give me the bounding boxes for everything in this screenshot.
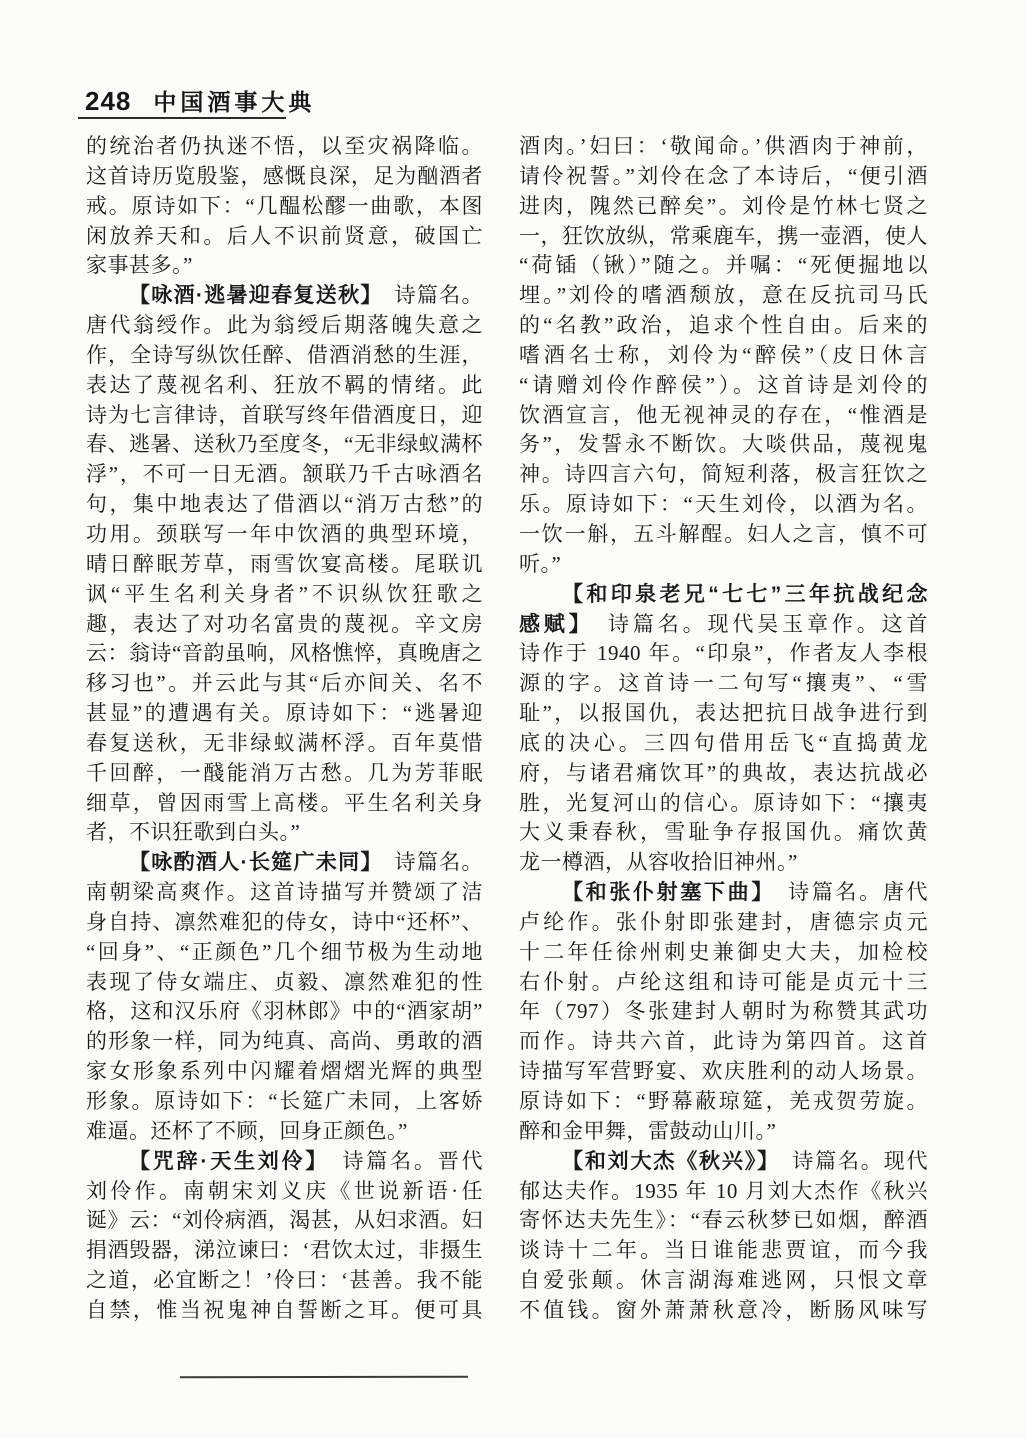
- text-line: [86, 341, 483, 371]
- text-line: [519, 1057, 928, 1087]
- body-text: 云：翁诗“音韵虽响，风格憔悴，真晚唐之: [86, 641, 483, 666]
- text-line: [519, 878, 928, 908]
- text-line: [519, 968, 928, 998]
- body-text: 不值钱。窗外萧萧秋意冷，断肠风味写: [519, 1297, 928, 1322]
- text-column-left: [86, 132, 483, 1326]
- text-line: [86, 162, 483, 192]
- body-text: 诗篇名。现代吴玉章作。这首: [583, 611, 928, 636]
- body-text: 诗为七言律诗，首联写终年借酒度日，迎: [86, 402, 483, 427]
- text-line: [519, 1236, 928, 1266]
- text-line: [519, 669, 928, 699]
- text-line: [519, 520, 928, 550]
- entry-title-text: 【和刘大杰《秋兴》】: [562, 1149, 770, 1173]
- text-line: [519, 848, 928, 878]
- text-line: [86, 580, 483, 610]
- body-text: 甚显”的遭遇有关。原诗如下：“逃暑迎: [86, 701, 483, 726]
- text-line: [519, 997, 928, 1027]
- entry-title-text: 【咒辞·天生刘伶】: [129, 1149, 319, 1173]
- text-line: [519, 401, 928, 431]
- text-line: [86, 789, 483, 819]
- text-line: [519, 490, 928, 520]
- body-text: 府，与诸君痛饮耳”的典故，表达抗战必: [519, 760, 928, 785]
- body-text: 大义秉春秋，雪耻争存报国仇。痛饮黄: [519, 820, 928, 845]
- text-line: [519, 789, 928, 819]
- text-line: [86, 520, 483, 550]
- text-line: [86, 1147, 483, 1177]
- body-text: 诗篇名。: [372, 850, 483, 875]
- body-text: 务”，发誓永不断饮。大啖供品，蔑视鬼: [519, 432, 928, 457]
- body-text: 嗜酒名士称，刘伶为“醉侯”（皮日休言: [519, 342, 928, 367]
- text-line: [86, 371, 483, 401]
- body-text: 句，集中地表达了借酒以“消万古愁”的: [86, 492, 483, 517]
- body-text: 千回醉，一醆能消万古愁。几为芳菲眠: [86, 760, 483, 785]
- text-line: [519, 699, 928, 729]
- body-text: 表达了蔑视名利、狂放不羁的情绪。此: [86, 372, 483, 397]
- text-line: [519, 818, 928, 848]
- body-text: 的形象一样，同为纯真、高尚、勇敢的酒: [86, 1029, 483, 1054]
- body-text: 请伶祝誓。”刘伶在念了本诗后，“便引酒: [519, 163, 928, 188]
- body-text: 饮酒宣言，他无视神灵的存在，“惟酒是: [519, 402, 928, 427]
- body-text: 春复送秋，无非绿蚁满杯浮。百年莫惜: [86, 730, 483, 755]
- body-text: 右仆射。卢纶这组和诗可能是贞元十三: [519, 969, 928, 994]
- entry-title-text: 【咏酌酒人·长筵广未同】: [129, 851, 373, 875]
- entry-title-text: 【咏酒·逃暑迎春复送秋】: [129, 284, 373, 308]
- body-text: 格，这和汉乐府《羽林郎》中的“酒家胡”: [86, 999, 483, 1024]
- text-line: [86, 1177, 483, 1207]
- body-text: 刘伶作。南朝宋刘义庆《世说新语·任: [86, 1178, 483, 1203]
- entry-title-text: 【和张仆射塞下曲】: [562, 881, 765, 905]
- book-title: 中国酒事大典: [153, 89, 316, 115]
- text-line: [86, 1296, 483, 1326]
- body-text: 表现了侍女端庄、贞毅、凛然难犯的性: [86, 969, 483, 994]
- body-text: 家事甚多。”: [86, 253, 193, 278]
- text-line: [86, 251, 483, 281]
- page-number: 248: [85, 86, 132, 116]
- text-line: [86, 997, 483, 1027]
- text-line: [86, 1206, 483, 1236]
- text-line: [86, 1087, 483, 1117]
- text-line: [519, 580, 928, 610]
- body-text: 年（797）冬张建封人朝时为称赞其武功: [519, 999, 928, 1024]
- text-line: [86, 460, 483, 490]
- body-text: 寄怀达夫先生》：“春云秋梦已如烟，醉酒: [519, 1208, 928, 1233]
- text-line: [519, 550, 928, 580]
- text-line: [519, 1027, 928, 1057]
- body-text: 原诗如下：“野幕蔽琼筵，羌戎贺劳旋。: [519, 1089, 928, 1113]
- body-text: 功用。颈联写一年中饮酒的典型环境，: [86, 521, 483, 546]
- text-line: [519, 460, 928, 490]
- body-text: 南朝梁高爽作。这首诗描写并赞颂了洁: [86, 880, 483, 905]
- text-line: [86, 550, 483, 580]
- body-text: 醉和金甲舞，雷鼓动山川。”: [519, 1118, 777, 1143]
- text-line: [86, 848, 483, 878]
- text-line: [86, 1027, 483, 1057]
- text-line: [519, 311, 928, 341]
- text-line: [86, 699, 483, 729]
- body-text: 戒。原诗如下：“几醖松醪一曲歌，本图: [86, 193, 483, 218]
- body-text: 讽“平生名利关身者”不识纵饮狂歌之: [86, 581, 483, 606]
- body-text: 胜，光复河山的信心。原诗如下：“攘夷: [519, 790, 928, 815]
- text-line: [86, 639, 483, 669]
- body-text: 而作。诗共六首，此诗为第四首。这首: [519, 1029, 928, 1054]
- header-rule: [78, 117, 286, 119]
- body-text: 身自持、凛然难犯的侍女，诗中“还杯”、: [86, 909, 483, 934]
- body-text: 的统治者仍执迷不悟，以至灾祸降临。: [86, 134, 483, 158]
- body-text: 家女形象系列中闪耀着熠熠光辉的典型: [86, 1059, 483, 1084]
- text-line: [519, 729, 928, 759]
- text-line: [86, 908, 483, 938]
- body-text: 捐酒毁器，涕泣谏曰：‘君饮太过，非摄生: [86, 1238, 483, 1263]
- text-line: [519, 1177, 928, 1207]
- text-line: [86, 968, 483, 998]
- body-text: 作，全诗写纵饮任醉、借酒消愁的生涯，: [86, 342, 483, 367]
- body-text: “荷锸（锹）”随之。并嘱：“死便掘地以: [519, 253, 928, 278]
- text-line: [86, 878, 483, 908]
- text-line: [519, 1266, 928, 1296]
- body-text: 难逼。还杯了不顾，回身正颜色。”: [86, 1118, 408, 1143]
- body-text: 诗作于 1940 年。“印泉”，作者友人李根: [519, 641, 928, 666]
- body-text: 闲放养天和。后人不识前贤意，破国亡: [86, 223, 483, 248]
- entry-title-text: 感赋】: [519, 612, 584, 636]
- text-line: [86, 311, 483, 341]
- text-line: [519, 1206, 928, 1236]
- text-line: [519, 1147, 928, 1177]
- text-line: [86, 759, 483, 789]
- text-line: [86, 818, 483, 848]
- body-text: 进肉，隗然已醉矣”。刘伶是竹林七贤之: [519, 193, 928, 218]
- text-line: [519, 430, 928, 460]
- body-text: 诞》云：“刘伶病酒，渴甚，从妇求酒。妇: [86, 1208, 483, 1233]
- body-text: 趣，表达了对功名富贵的蔑视。辛文房: [86, 611, 483, 636]
- body-text: 移习也”。并云此与其“后亦间关、名不: [86, 671, 483, 696]
- body-text: 神。诗四言六句，简短利落，极言狂饮之: [519, 462, 928, 487]
- text-line: [519, 639, 928, 669]
- text-line: [86, 610, 483, 640]
- text-line: [86, 281, 483, 311]
- body-text: 一饮一斛，五斗解酲。妇人之言，慎不可: [519, 521, 928, 546]
- body-text: 自禁，惟当祝鬼神自誓断之耳。便可具: [86, 1297, 483, 1322]
- body-text: 源的字。这首诗一二句写“攘夷”、“雪: [519, 671, 928, 696]
- body-text: “请赠刘伶作醉侯”）。这首诗是刘伶的: [519, 372, 928, 397]
- body-text: 埋。”刘伶的嗜酒颓放，意在反抗司马氏: [519, 283, 928, 308]
- text-line: [86, 401, 483, 431]
- text-line: [519, 251, 928, 281]
- text-line: [86, 132, 483, 162]
- body-text: 诗描写军营野宴、欢庆胜利的动人场景。: [519, 1059, 928, 1084]
- body-text: 者，不识狂歌到白头。”: [86, 820, 301, 845]
- text-line: [519, 192, 928, 222]
- body-text: 诗篇名。晋代: [318, 1148, 484, 1173]
- body-text: 浮”，不可一日无酒。颔联乃千古咏酒名: [86, 462, 483, 487]
- body-text: 乐。原诗如下：“天生刘伶，以酒为名。: [519, 492, 928, 517]
- text-line: [519, 222, 928, 252]
- text-line: [519, 371, 928, 401]
- body-text: 谈诗十二年。当日谁能悲贾谊，而今我: [519, 1238, 928, 1263]
- text-line: [519, 1087, 928, 1117]
- body-text: 这首诗历览殷鉴，感慨良深，足为酗酒者: [86, 163, 483, 188]
- body-text: 卢纶作。张仆射即张建封，唐德宗贞元: [519, 909, 928, 934]
- body-text: 龙一樽酒，从容收拾旧神州。”: [519, 850, 798, 875]
- body-text: 一，狂饮放纵，常乘鹿车，携一壶酒，使人: [519, 223, 928, 248]
- text-line: [86, 1236, 483, 1266]
- body-text: 形象。原诗如下：“长筵广未同，上客娇: [86, 1089, 483, 1113]
- body-text: 的“名教”政治，追求个性自由。后来的: [519, 313, 928, 338]
- text-line: [519, 610, 928, 640]
- body-text: 诗篇名。唐代: [764, 880, 928, 905]
- body-text: 诗篇名。: [372, 283, 483, 308]
- body-text: 耻”，以报国仇，表达把抗日战争进行到: [519, 701, 928, 726]
- body-text: 唐代翁绶作。此为翁绶后期落魄失意之: [86, 313, 483, 338]
- body-text: 诗篇名。现代: [769, 1148, 928, 1173]
- body-text: 郁达夫作。1935 年 10 月刘大杰作《秋兴: [519, 1178, 928, 1203]
- body-text: “回身”、“正颜色”几个细节极为生动地: [86, 939, 483, 964]
- text-line: [86, 669, 483, 699]
- text-line: [86, 1266, 483, 1296]
- body-text: 底的决心。三四句借用岳飞“直捣黄龙: [519, 730, 928, 755]
- text-line: [86, 1117, 483, 1147]
- bottom-stray-rule: [180, 1376, 468, 1379]
- text-line: [86, 1057, 483, 1087]
- text-line: [519, 132, 928, 162]
- text-line: [86, 222, 483, 252]
- text-line: [86, 729, 483, 759]
- text-line: [86, 938, 483, 968]
- text-line: [86, 192, 483, 222]
- text-line: [86, 430, 483, 460]
- text-line: [519, 341, 928, 371]
- body-text: 听。”: [519, 551, 562, 576]
- text-line: [519, 759, 928, 789]
- text-line: [519, 1117, 928, 1147]
- body-text: 酒肉。’妇曰：‘敬闻命。’供酒肉于神前，: [519, 134, 928, 158]
- entry-title-text: 【和印泉老兄“七七”三年抗战纪念: [562, 582, 928, 606]
- text-line: [519, 1296, 928, 1326]
- running-head: [85, 84, 315, 117]
- text-line: [519, 908, 928, 938]
- body-text: 细草，曾因雨雪上高楼。平生名利关身: [86, 790, 483, 815]
- body-text: 自爱张颠。休言湖海难逃网，只恨文章: [519, 1268, 928, 1293]
- text-line: [519, 162, 928, 192]
- body-text: 晴日醉眠芳草，雨雪饮宴高楼。尾联讥: [86, 551, 483, 576]
- text-column-right: [519, 132, 928, 1326]
- text-line: [519, 938, 928, 968]
- body-text: 春、逃暑、送秋乃至度冬，“无非绿蚁满杯: [86, 432, 483, 457]
- body-text: 十二年任徐州刺史兼御史大夫，加检校: [519, 939, 928, 964]
- body-text: 之道，必宜断之！’伶曰：‘甚善。我不能: [86, 1268, 483, 1293]
- text-line: [86, 490, 483, 520]
- text-line: [519, 281, 928, 311]
